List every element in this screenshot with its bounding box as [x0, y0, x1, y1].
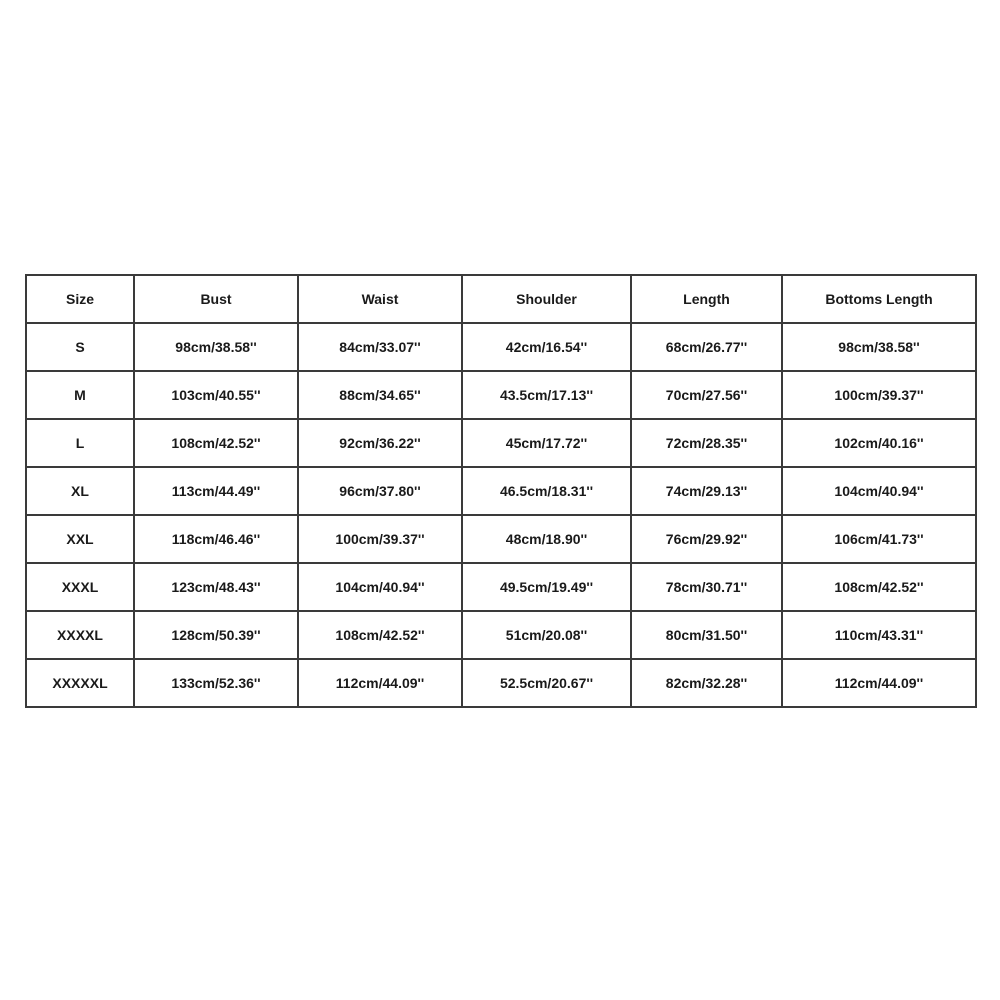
bust-cell: 103cm/40.55'' — [134, 371, 298, 419]
header-shoulder: Shoulder — [462, 275, 631, 323]
shoulder-cell: 48cm/18.90'' — [462, 515, 631, 563]
size-cell: XXXL — [26, 563, 134, 611]
waist-cell: 104cm/40.94'' — [298, 563, 462, 611]
size-cell: XXXXL — [26, 611, 134, 659]
size-chart-table — [25, 274, 977, 708]
table-row — [26, 563, 976, 611]
shoulder-cell: 43.5cm/17.13'' — [462, 371, 631, 419]
bust-cell: 108cm/42.52'' — [134, 419, 298, 467]
size-cell: XL — [26, 467, 134, 515]
table-row — [26, 515, 976, 563]
size-cell: XXL — [26, 515, 134, 563]
length-cell: 74cm/29.13'' — [631, 467, 782, 515]
length-cell: 72cm/28.35'' — [631, 419, 782, 467]
waist-cell: 88cm/34.65'' — [298, 371, 462, 419]
bottoms-length-cell: 102cm/40.16'' — [782, 419, 976, 467]
header-row — [26, 275, 976, 323]
waist-cell: 96cm/37.80'' — [298, 467, 462, 515]
size-cell: S — [26, 323, 134, 371]
header-bust: Bust — [134, 275, 298, 323]
header-waist: Waist — [298, 275, 462, 323]
bust-cell: 133cm/52.36'' — [134, 659, 298, 707]
bottoms-length-cell: 98cm/38.58'' — [782, 323, 976, 371]
waist-cell: 108cm/42.52'' — [298, 611, 462, 659]
table-row — [26, 419, 976, 467]
length-cell: 76cm/29.92'' — [631, 515, 782, 563]
waist-cell: 84cm/33.07'' — [298, 323, 462, 371]
length-cell: 82cm/32.28'' — [631, 659, 782, 707]
table-row — [26, 611, 976, 659]
header-bottoms-length: Bottoms Length — [782, 275, 976, 323]
bust-cell: 128cm/50.39'' — [134, 611, 298, 659]
bottoms-length-cell: 112cm/44.09'' — [782, 659, 976, 707]
header-size: Size — [26, 275, 134, 323]
length-cell: 70cm/27.56'' — [631, 371, 782, 419]
size-cell: M — [26, 371, 134, 419]
waist-cell: 112cm/44.09'' — [298, 659, 462, 707]
length-cell: 68cm/26.77'' — [631, 323, 782, 371]
shoulder-cell: 52.5cm/20.67'' — [462, 659, 631, 707]
bottoms-length-cell: 100cm/39.37'' — [782, 371, 976, 419]
size-cell: L — [26, 419, 134, 467]
bottoms-length-cell: 106cm/41.73'' — [782, 515, 976, 563]
bust-cell: 123cm/48.43'' — [134, 563, 298, 611]
shoulder-cell: 51cm/20.08'' — [462, 611, 631, 659]
bust-cell: 98cm/38.58'' — [134, 323, 298, 371]
table-row — [26, 467, 976, 515]
table-row — [26, 371, 976, 419]
header-length: Length — [631, 275, 782, 323]
waist-cell: 92cm/36.22'' — [298, 419, 462, 467]
bottoms-length-cell: 104cm/40.94'' — [782, 467, 976, 515]
bust-cell: 118cm/46.46'' — [134, 515, 298, 563]
bust-cell: 113cm/44.49'' — [134, 467, 298, 515]
shoulder-cell: 49.5cm/19.49'' — [462, 563, 631, 611]
shoulder-cell: 42cm/16.54'' — [462, 323, 631, 371]
size-cell: XXXXXL — [26, 659, 134, 707]
waist-cell: 100cm/39.37'' — [298, 515, 462, 563]
shoulder-cell: 45cm/17.72'' — [462, 419, 631, 467]
table-row — [26, 323, 976, 371]
shoulder-cell: 46.5cm/18.31'' — [462, 467, 631, 515]
bottoms-length-cell: 110cm/43.31'' — [782, 611, 976, 659]
bottoms-length-cell: 108cm/42.52'' — [782, 563, 976, 611]
length-cell: 80cm/31.50'' — [631, 611, 782, 659]
table-row — [26, 659, 976, 707]
length-cell: 78cm/30.71'' — [631, 563, 782, 611]
